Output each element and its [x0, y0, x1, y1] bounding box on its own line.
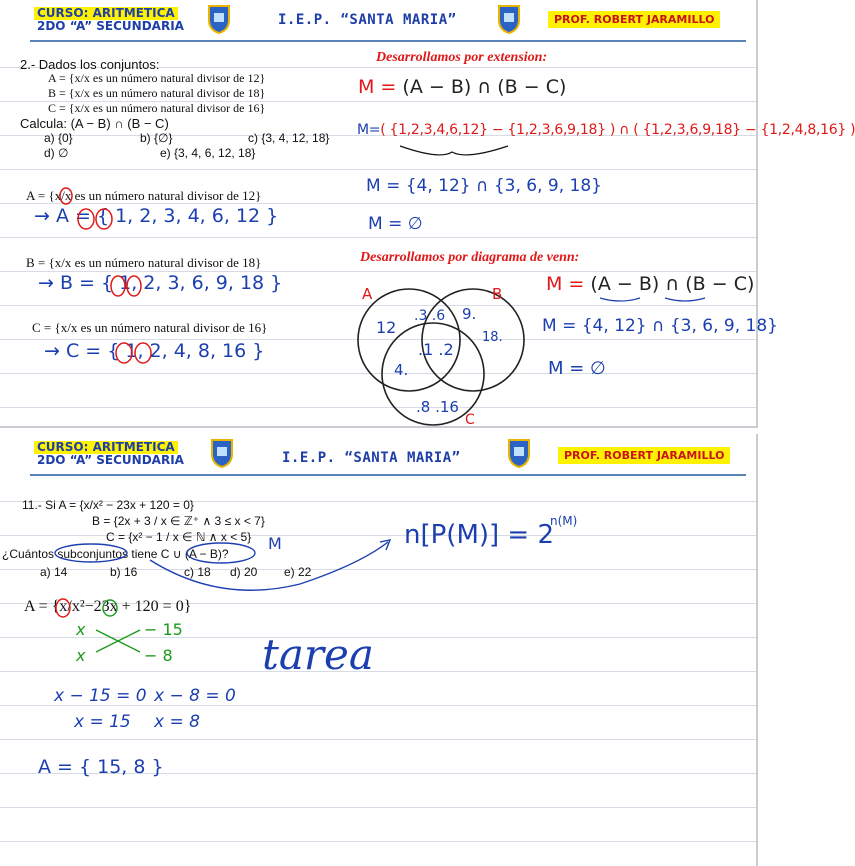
- set-c-definition: C = {x/x es un número natural divisor de 16}: [48, 101, 266, 115]
- course-grade: 2DO “A” SECUNDARIA: [37, 19, 184, 33]
- a-result: A = { 15, 8 }: [38, 756, 164, 778]
- solution-2: x = 8: [154, 712, 200, 732]
- option-c: c) {3, 4, 12, 18}: [248, 131, 330, 145]
- solution-1: x = 15: [74, 712, 131, 732]
- cross-factor: [96, 630, 140, 652]
- set-a-restated: A = {x/x es un número natural divisor de 12}: [26, 188, 262, 203]
- teacher-name: PROF. ROBERT JARAMILLO: [558, 447, 730, 464]
- page-header: [0, 434, 756, 476]
- homework-note: tarea: [262, 630, 374, 679]
- venn-only-b: 9.: [462, 305, 477, 323]
- power-set-exponent: n(M): [550, 514, 578, 528]
- set-b-restated: B = {x/x es un número natural divisor de 18}: [26, 255, 262, 270]
- set-b-extension: → B = { 1, 2, 3, 6, 9, 18 }: [38, 272, 283, 294]
- school-shield-icon: [497, 4, 521, 34]
- factor-15: − 15: [144, 620, 183, 639]
- m2-formula: [546, 273, 754, 295]
- m-formula-prefix: M =: [358, 76, 403, 98]
- m-expanded-prefix: M=: [357, 122, 381, 138]
- m-step: M = {4, 12} ∩ {3, 6, 9, 18}: [366, 176, 602, 196]
- venn-center: .1 .2: [418, 340, 454, 359]
- option-d: d) 20: [230, 565, 258, 579]
- m2-formula-prefix: M =: [546, 273, 591, 295]
- m2-step: M = {4, 12} ∩ {3, 6, 9, 18}: [542, 316, 778, 336]
- problem-11-question: ¿Cuántos subconjuntos tiene C ∪ (A − B)?: [2, 547, 229, 561]
- venn-b-extra: 18.: [482, 330, 503, 345]
- problem-number: 2.- Dados los conjuntos:: [20, 57, 160, 72]
- set-c-restated: C = {x/x es un número natural divisor de 16}: [32, 320, 268, 335]
- underline-m2: [600, 298, 705, 301]
- m-label: M: [268, 534, 282, 553]
- problem-11-number: 11.- Si A = {x/x² − 23x + 120 = 0}: [22, 498, 194, 512]
- problem-11-set-b: B = {2x + 3 / x ∈ ℤ⁺ ∧ 3 ≤ x < 7}: [92, 514, 265, 528]
- course-label: [34, 7, 187, 33]
- school-name: I.E.P. “SANTA MARIA”: [278, 12, 457, 28]
- worksheet-page-2: [0, 434, 758, 866]
- course-title: CURSO: ARITMETICA: [34, 7, 178, 20]
- venn-label-a: A: [362, 285, 373, 303]
- m-formula: [358, 76, 566, 98]
- set-b-definition: B = {x/x es un número natural divisor de 18}: [48, 86, 266, 100]
- m-formula-body: (A − B) ∩ (B − C): [402, 76, 567, 98]
- option-b: b) {∅}: [140, 131, 173, 145]
- m-expanded: [357, 122, 855, 138]
- venn-only-a: 12: [376, 318, 397, 337]
- header-divider: [30, 40, 746, 42]
- school-shield-icon: [507, 438, 531, 468]
- option-a: a) 14: [40, 565, 68, 579]
- venn-a-and-b: .3 .6: [414, 308, 446, 324]
- page-header: [0, 0, 756, 42]
- venn-only-c: .8 .16: [416, 398, 459, 416]
- venn-a-and-c: 4.: [394, 361, 409, 379]
- set-a-definition: A = {x/x es un número natural divisor de 12}: [48, 71, 266, 85]
- venn-heading: Desarrollamos por diagrama de venn:: [360, 250, 580, 265]
- option-c: c) 18: [184, 565, 211, 579]
- m-result: M = ∅: [368, 214, 423, 234]
- equation-1: x − 15 = 0: [54, 686, 147, 706]
- m2-result: M = ∅: [548, 358, 606, 379]
- equation-2: x − 8 = 0: [154, 686, 236, 706]
- set-c-extension: → C = { 1, 2, 4, 8, 16 }: [44, 340, 265, 362]
- worksheet-page-1: [0, 0, 855, 428]
- school-shield-icon: [210, 438, 234, 468]
- venn-label-b: B: [492, 285, 503, 303]
- factor-x1: x: [76, 620, 86, 639]
- problem-calc: Calcula: (A − B) ∩ (B − C): [20, 116, 169, 131]
- power-set-formula: n[P(M)] = 2: [404, 520, 555, 550]
- school-shield-icon: [207, 4, 231, 34]
- set-a-extension: → A = { 1, 2, 3, 4, 6, 12 }: [34, 205, 279, 227]
- factor-x2: x: [76, 646, 86, 665]
- course-grade: 2DO “A” SECUNDARIA: [37, 453, 184, 467]
- extension-heading: Desarrollamos por extension:: [376, 50, 548, 65]
- problem-11-set-c: C = {x² − 1 / x ∈ ℕ ∧ x < 5}: [106, 530, 252, 544]
- factor-8: − 8: [144, 646, 173, 665]
- m-expanded-body: ( {1,2,3,4,6,12} − {1,2,3,6,9,18} ) ∩ ( {1,2,3,6,9,18} − {1,2,4,8,16} ): [380, 122, 855, 138]
- teacher-name: PROF. ROBERT JARAMILLO: [548, 11, 720, 28]
- option-b: b) 16: [110, 565, 138, 579]
- option-e: e) 22: [284, 565, 312, 579]
- option-a: a) {0}: [44, 131, 73, 145]
- course-title: CURSO: ARITMETICA: [34, 441, 178, 454]
- course-label: [34, 441, 187, 467]
- option-e: e) {3, 4, 6, 12, 18}: [160, 146, 256, 160]
- school-name: I.E.P. “SANTA MARIA”: [282, 450, 461, 466]
- header-divider: [30, 474, 746, 476]
- option-d: d) ∅: [44, 146, 69, 160]
- venn-label-c: C: [465, 412, 475, 428]
- m2-formula-body: (A − B) ∩ (B − C): [590, 273, 755, 295]
- a-equation: A = {x/x²−23x + 120 = 0}: [24, 598, 192, 615]
- brace-under-difference: [400, 146, 508, 155]
